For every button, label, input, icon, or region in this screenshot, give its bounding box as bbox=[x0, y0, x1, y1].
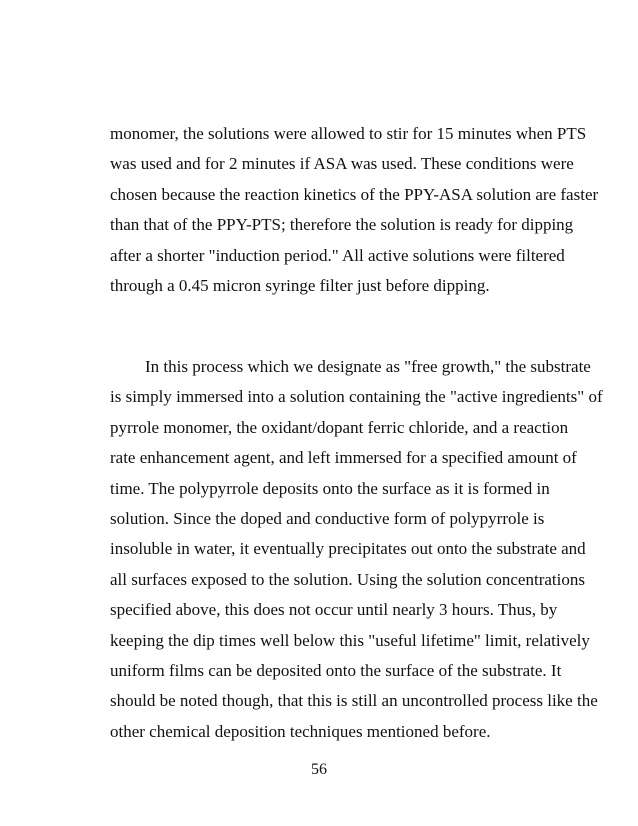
text-line: keeping the dip times well below this "useful lifetime" limit, relatively bbox=[110, 630, 590, 650]
text-line: insoluble in water, it eventually precipitates out onto the substrate and bbox=[110, 539, 586, 559]
text-line: uniform films can be deposited onto the surface of the substrate. It bbox=[110, 661, 562, 680]
text-line: other chemical deposition techniques mentioned before. bbox=[110, 721, 491, 741]
text-line: is simply immersed into a solution containing the "active ingredients" of bbox=[110, 387, 603, 407]
text-line: was used and for 2 minutes if ASA was used. These conditions were bbox=[110, 154, 574, 174]
text-line: than that of the PPY-PTS; therefore the solution is ready for dipping bbox=[110, 215, 574, 235]
text-line: after a shorter "induction period." All active solutions were filtered bbox=[110, 245, 565, 265]
text-line: solution. Since the doped and conductive form of polypyrrole is bbox=[110, 509, 545, 528]
text-line: should be noted though, that this is still an uncontrolled process like the bbox=[110, 691, 598, 711]
text-line: all surfaces exposed to the solution. Using the solution concentrations bbox=[110, 569, 585, 589]
text-line: rate enhancement agent, and left immersed for a specified amount of bbox=[110, 448, 577, 468]
page-number: 56 bbox=[311, 761, 327, 778]
text-line: through a 0.45 micron syringe filter just before dipping. bbox=[110, 276, 490, 295]
text-line: time. The polypyrrole deposits onto the surface as it is formed in bbox=[110, 478, 550, 498]
text-line: In this process which we designate as "free growth," the substrate bbox=[145, 357, 591, 376]
text-line: specified above, this does not occur until nearly 3 hours. Thus, by bbox=[110, 600, 558, 620]
text-line: chosen because the reaction kinetics of the PPY-ASA solution are faster bbox=[110, 184, 599, 204]
text-line: pyrrole monomer, the oxidant/dopant ferric chloride, and a reaction bbox=[110, 417, 569, 437]
text-line: monomer, the solutions were allowed to stir for 15 minutes when PTS bbox=[110, 124, 587, 143]
